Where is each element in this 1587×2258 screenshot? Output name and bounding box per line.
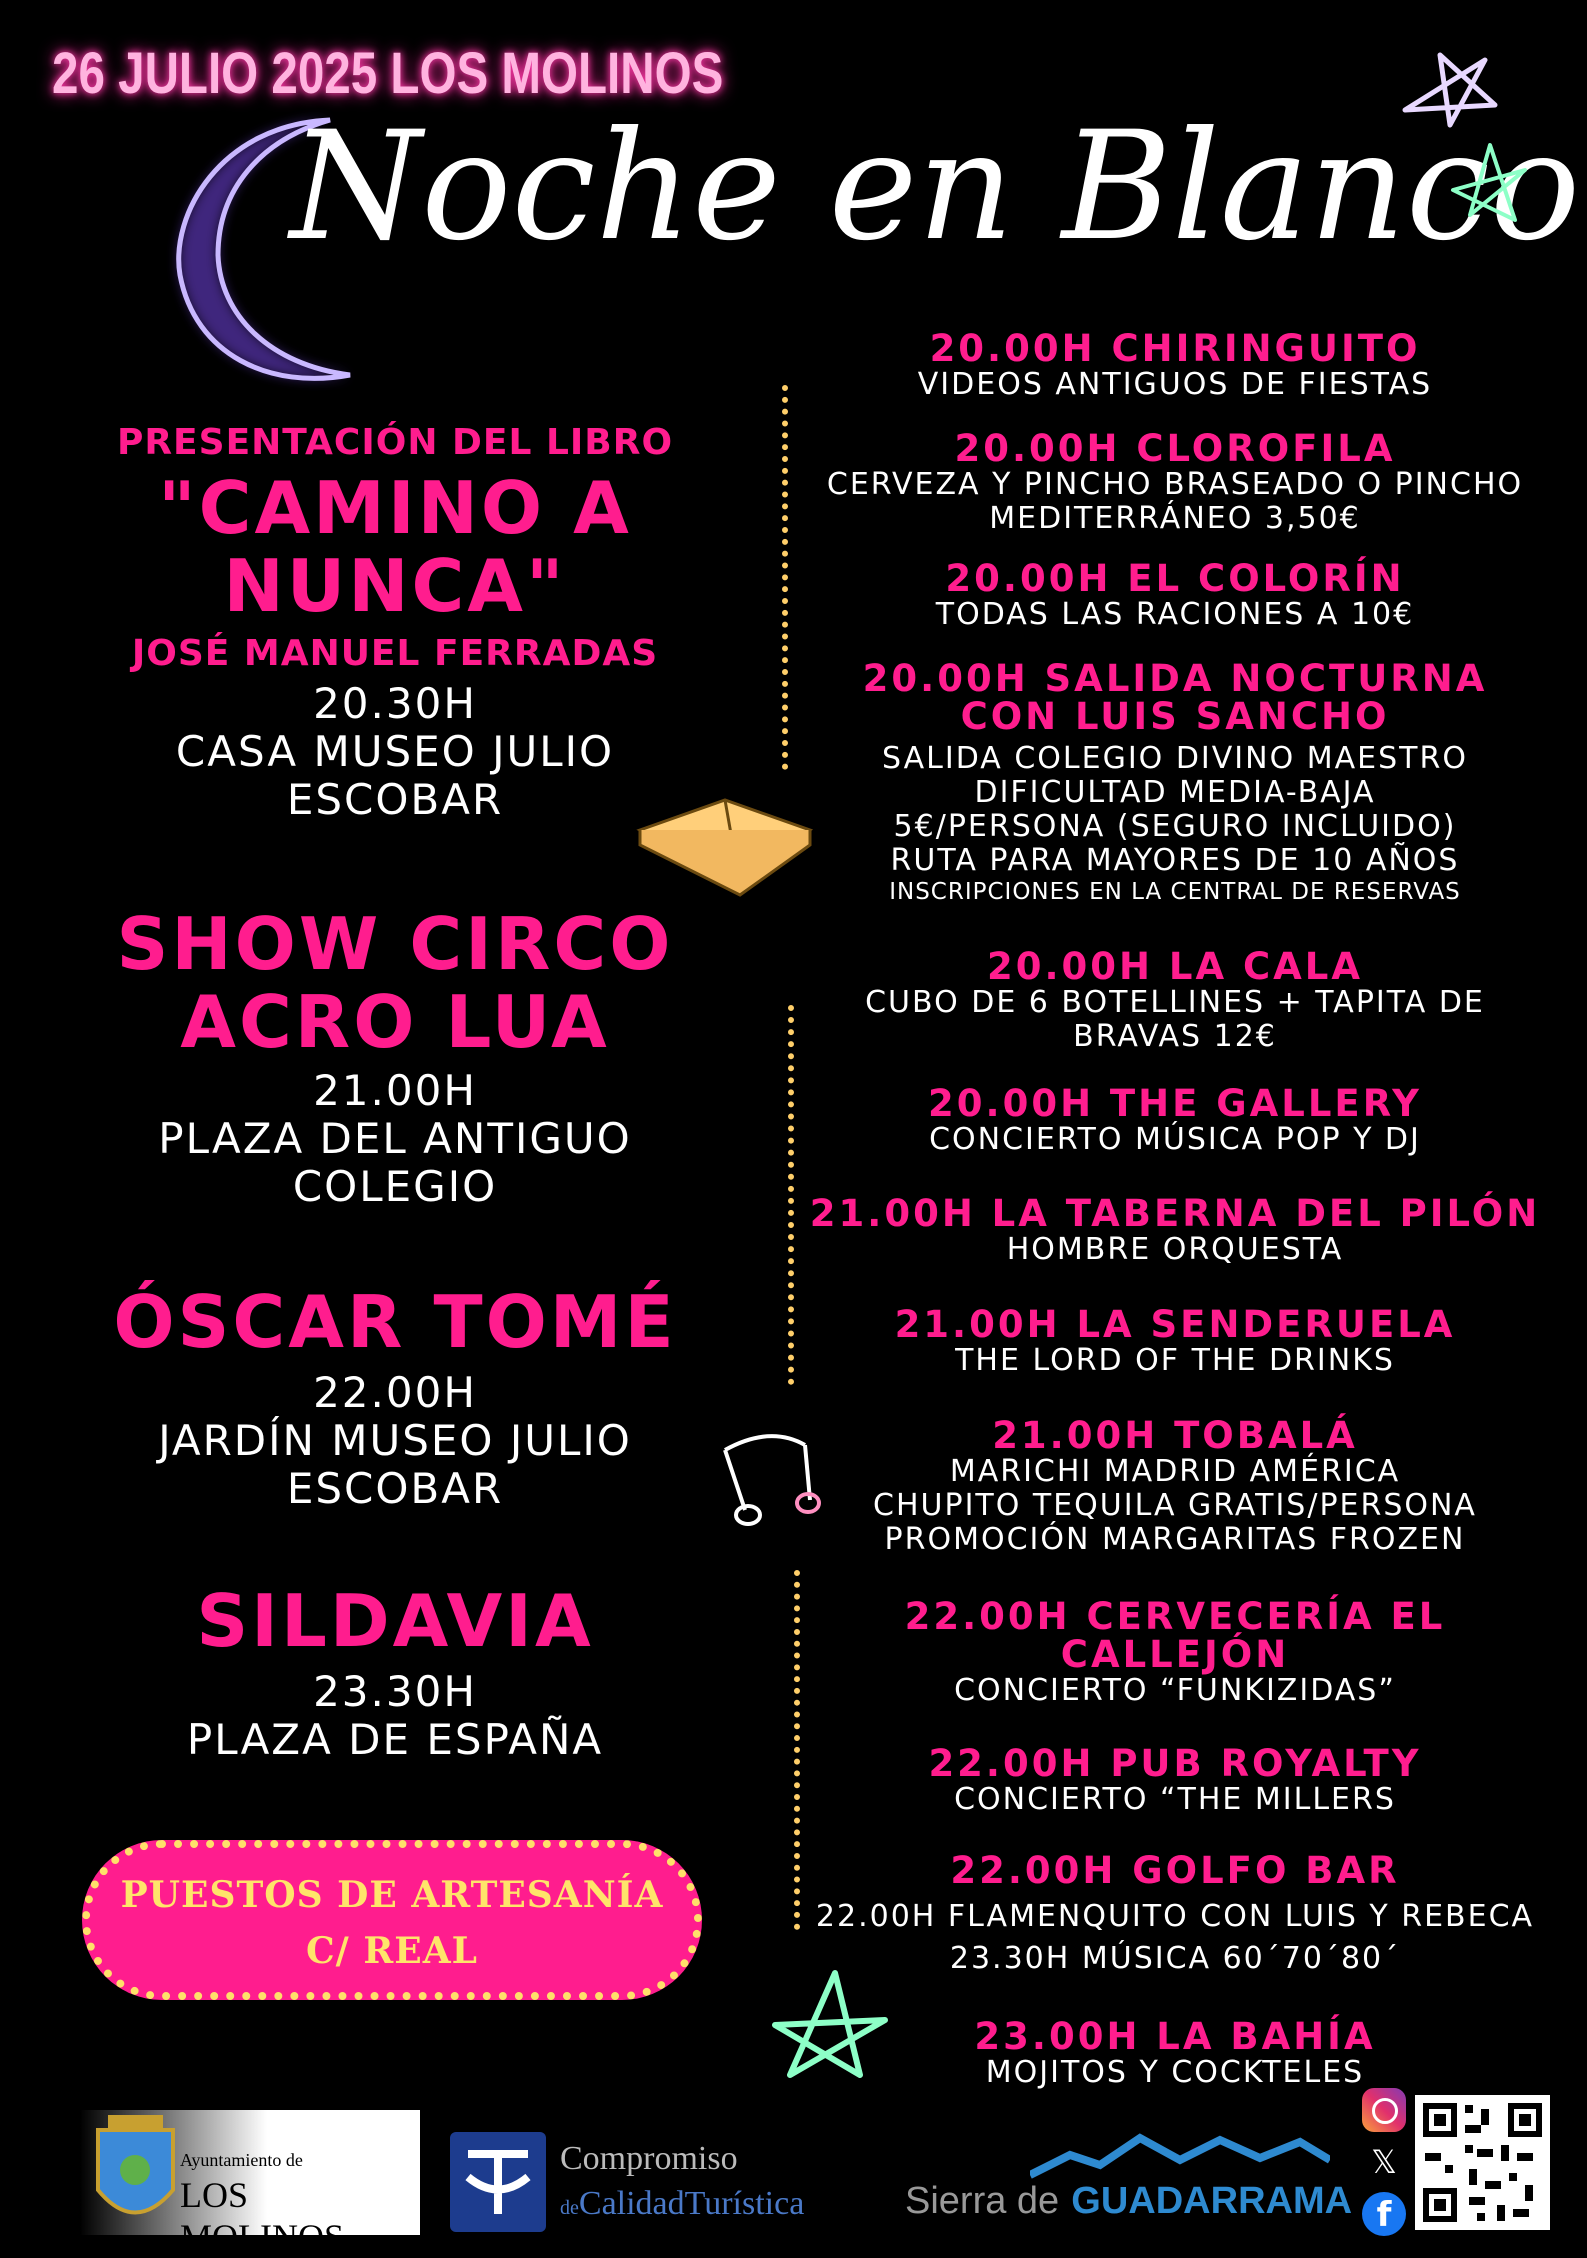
event-date: 26 JULIO 2025 LOS MOLINOS	[52, 41, 724, 106]
event-heading: 20.00H CHIRINGUITO	[929, 327, 1421, 370]
calidad-de: de	[560, 2197, 579, 2219]
event-heading: 22.00H GOLFO BAR	[950, 1849, 1400, 1892]
event-detail: RUTA PARA MAYORES DE 10 AÑOS	[890, 843, 1460, 878]
circo-title-line2: ACRO LUA	[180, 980, 610, 1064]
sildavia-title: SILDAVIA	[196, 1579, 594, 1663]
event-heading: 22.00H PUB ROYALTY	[928, 1742, 1422, 1785]
event-item	[800, 1192, 1550, 1267]
oscar-place-line1: JARDÍN MUSEO JULIO	[158, 1416, 632, 1465]
event-detail: THE LORD OF THE DRINKS	[955, 1343, 1395, 1378]
circo-place-line2: COLEGIO	[292, 1162, 498, 1211]
book-author: JOSÉ MANUEL FERRADAS	[131, 633, 659, 674]
event-heading: 22.00H CERVECERÍA EL	[904, 1595, 1446, 1638]
event-item	[800, 2015, 1550, 2090]
event-item	[800, 657, 1550, 906]
star-outline-icon	[1445, 135, 1535, 225]
event-detail: CONCIERTO “THE MILLERS	[954, 1782, 1396, 1817]
event-item	[800, 1849, 1550, 1976]
facebook-icon[interactable]: f	[1362, 2192, 1406, 2236]
oscar-time: 22.00H	[313, 1368, 477, 1417]
event-item	[800, 945, 1550, 1054]
calidad-line1: Compromiso	[560, 2140, 738, 2177]
circo-place-line1: PLAZA DEL ANTIGUO	[158, 1114, 632, 1163]
event-detail: 23.30H MÚSICA 60´70´80´	[949, 1941, 1401, 1976]
sildavia-time: 23.30H	[313, 1667, 477, 1716]
artesania-line1: PUESTOS DE ARTESANÍA	[120, 1874, 664, 1916]
event-item	[800, 1303, 1550, 1378]
qr-code-icon[interactable]	[1415, 2095, 1550, 2230]
event-detail: CERVEZA Y PINCHO BRASEADO O PINCHO	[826, 467, 1524, 502]
event-heading: 20.00H CLOROFILA	[954, 427, 1396, 470]
sildavia-place: PLAZA DE ESPAÑA	[186, 1715, 604, 1764]
dotted-divider	[782, 385, 788, 770]
calidad-logo-icon	[450, 2132, 546, 2232]
event-heading: 23.00H LA BAHÍA	[974, 2015, 1376, 2058]
calidad-line2: CalidadTurística	[578, 2185, 805, 2222]
star-outline-icon	[1395, 40, 1505, 130]
event-heading: 21.00H LA SENDERUELA	[894, 1303, 1456, 1346]
book-time: 20.30H	[313, 679, 477, 728]
page-title: Noche en Blanco	[290, 100, 1581, 274]
event-detail: MEDITERRÁNEO 3,50€	[989, 501, 1361, 536]
event-detail: HOMBRE ORQUESTA	[1006, 1232, 1344, 1267]
event-item	[800, 427, 1550, 536]
event-item	[800, 1082, 1550, 1157]
event-detail: PROMOCIÓN MARGARITAS FROZEN	[884, 1522, 1466, 1557]
coat-of-arms-icon	[88, 2110, 183, 2235]
book-subtitle: PRESENTACIÓN DEL LIBRO	[116, 422, 674, 463]
book-place-line1: CASA MUSEO JULIO	[175, 727, 615, 776]
event-item	[800, 1414, 1550, 1557]
event-detail: 22.00H FLAMENQUITO CON LUIS Y REBECA	[815, 1899, 1535, 1934]
event-detail: CONCIERTO “FUNKIZIDAS”	[954, 1673, 1396, 1708]
circo-title-line1: SHOW CIRCO	[116, 902, 674, 986]
event-heading: 21.00H LA TABERNA DEL PILÓN	[809, 1192, 1541, 1235]
ayuntamiento-small: Ayuntamiento de	[180, 2150, 303, 2170]
event-detail: SALIDA COLEGIO DIVINO MAESTRO	[882, 741, 1468, 776]
event-item	[800, 1742, 1550, 1817]
book-place-line2: ESCOBAR	[286, 775, 504, 824]
event-heading: CALLEJÓN	[1060, 1633, 1290, 1676]
event-detail: TODAS LAS RACIONES A 10€	[935, 597, 1415, 632]
dotted-divider	[788, 1005, 794, 1385]
oscar-place-line2: ESCOBAR	[286, 1464, 504, 1513]
event-item	[800, 327, 1550, 402]
event-heading: 21.00H TOBALÁ	[992, 1414, 1358, 1457]
event-item	[800, 557, 1550, 632]
event-detail: MOJITOS Y COCKTELES	[985, 2055, 1365, 2090]
event-detail-small: INSCRIPCIONES EN LA CENTRAL DE RESERVAS	[889, 879, 1461, 905]
event-heading: 20.00H THE GALLERY	[928, 1082, 1422, 1125]
book-title-line1: "CAMINO A	[158, 466, 632, 550]
event-heading: 20.00H LA CALA	[987, 945, 1363, 988]
mountains-icon	[1030, 2130, 1330, 2180]
event-detail: CUBO DE 6 BOTELLINES + TAPITA DE	[865, 985, 1485, 1020]
x-twitter-icon[interactable]: 𝕏	[1371, 2143, 1397, 2181]
artesania-line2: C/ REAL	[306, 1930, 478, 1972]
event-detail: CHUPITO TEQUILA GRATIS/PERSONA	[873, 1488, 1477, 1523]
event-detail: MARICHI MADRID AMÉRICA	[949, 1454, 1401, 1489]
open-book-icon	[630, 790, 820, 900]
artesania-banner	[82, 1840, 702, 2000]
event-detail: CONCIERTO MÚSICA POP Y DJ	[929, 1122, 1421, 1157]
circo-time: 21.00H	[313, 1066, 477, 1115]
oscar-title: ÓSCAR TOMÉ	[113, 1280, 677, 1364]
event-item	[800, 1595, 1550, 1708]
ayuntamiento-logo	[80, 2110, 420, 2257]
event-detail: DIFICULTAD MEDIA-BAJA	[974, 775, 1376, 810]
event-detail: BRAVAS 12€	[1073, 1019, 1277, 1054]
event-detail: 5€/PERSONA (SEGURO INCLUIDO)	[893, 809, 1457, 844]
star-outline-icon	[765, 1965, 895, 2085]
sierra-name: GUADARRAMA	[1071, 2180, 1353, 2222]
event-heading: CON LUIS SANCHO	[960, 695, 1390, 738]
sierra-prefix: Sierra de	[905, 2180, 1060, 2222]
event-heading: 20.00H EL COLORÍN	[945, 557, 1405, 600]
ayuntamiento-name: LOS MOLINOS	[180, 2175, 345, 2257]
event-detail: VIDEOS ANTIGUOS DE FIESTAS	[917, 367, 1433, 402]
book-title-line2: NUNCA"	[223, 544, 567, 628]
instagram-icon[interactable]	[1362, 2088, 1406, 2132]
event-heading: 20.00H SALIDA NOCTURNA	[862, 657, 1488, 700]
